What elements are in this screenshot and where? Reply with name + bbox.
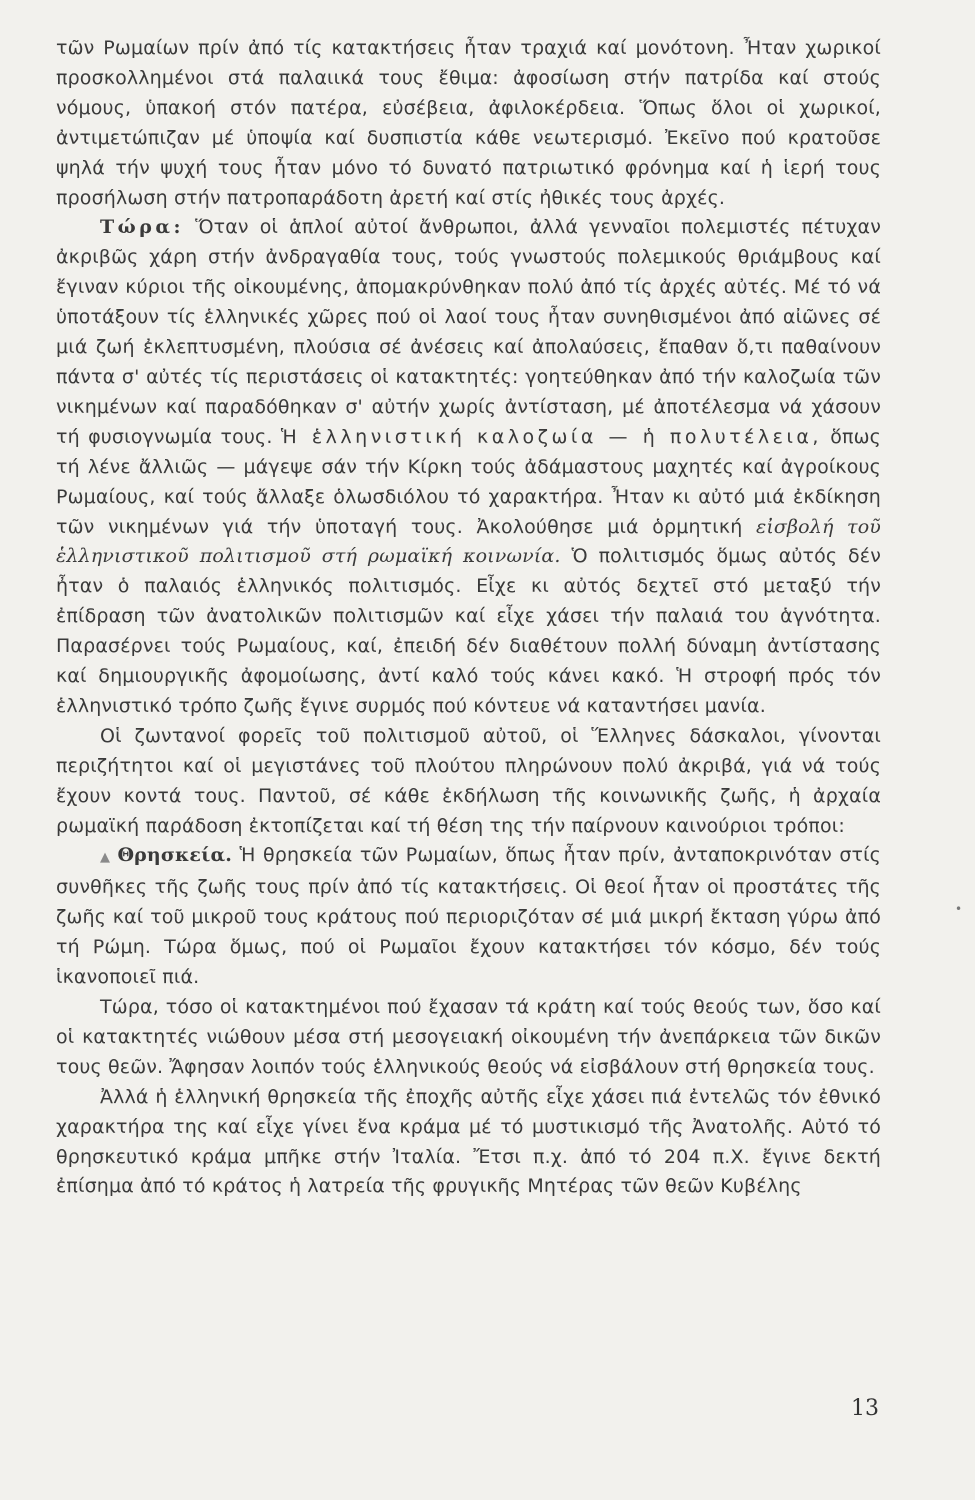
paragraph-gods: Τώρα, τόσο οἱ κατακτημένοι πού ἔχασαν τά κράτη καί τούς θεούς των, ὅσο καί οἱ κατακτητές νιώθουν μέσα στή μεσογειακή οἰκουμένη τήν ἀνεπάρκεια τῶν δικῶν τους θεῶν. Ἄφησαν λοιπόν τούς ἑλληνικούς θεούς νά εἰσβάλουν στή θρησκεία τους. [56, 996, 881, 1078]
paragraph-religion-text: Ἡ θρησκεία τῶν Ρωμαίων, ὅπως ἦταν πρίν, ἀνταποκρινόταν στίς συνθῆκες τῆς ζωῆς τους πρίν ἀπό τίς κατακτήσεις. Οἱ θεοί ἦταν οἱ προστάτες τῆς ζωῆς καί τοῦ μικροῦ τους κράτους πού περιοριζόταν σέ μιά μικρή ἔκταση γύρω ἀπό τή Ρώμη. Τώρα ὅμως, πού οἱ Ρωμαῖοι ἔχουν κατακτήσει τόν κόσμο, δέν τούς ἱκανοποιεῖ πιά. [56, 844, 881, 989]
page-number: 13 [851, 1396, 879, 1421]
triangle-bullet-icon: ▲ [100, 850, 112, 866]
spaced-phrase: Ἡ ἑλληνιστική καλοζωία — ἡ πολυτέλεια, [280, 425, 822, 448]
body-text [56, 34, 881, 1202]
section-heading: Θρησκεία. [117, 844, 233, 867]
paragraph-intro: τῶν Ρωμαίων πρίν ἀπό τίς κατακτήσεις ἦταν τραχιά καί μονότονη. Ἦταν χωρικοί προσκολλημένοι στά παλαιικά τους ἔθιμα: ἀφοσίωση στήν πατρίδα καί στούς νόμους, ὑπακοή στόν πατέρα, εὐσέβεια, ἀφιλοκέρδεια. Ὅπως ὅλοι οἱ χωρικοί, ἀντιμετώπιζαν μέ ὑποψία καί δυσπιστία κάθε νεωτερισμό. Ἐκεῖνο πού κρατοῦσε ψηλά τήν ψυχή τους ἦταν μόνο τό δυνατό πατριωτικό φρόνημα καί ἡ ἱερή τους προσήλωση στήν πατροπαράδοτη ἀρετή καί στίς ἠθικές τους ἀρχές. [56, 37, 881, 209]
paragraph-tora-text-3: Ὁ πολιτισμός ὅμως αὐτός δέν ἦταν ὁ παλαιός ἑλληνικός πολιτισμός. Εἶχε κι αὐτός δεχτεῖ στό μεταξύ τήν ἐπίδραση τῶν ἀνατολικῶν πολιτισμῶν καί εἶχε χάσει τήν παλαιά του ἁγνότητα. Παρασέρνει τούς Ρωμαίους, καί, ἐπειδή δέν διαθέτουν πολλή δύναμη ἀντίστασης καί δημιουργικῆς ἀφομοίωσης, ἀντί καλό τούς κάνει κακό. Ἡ στροφή πρός τόν ἑλληνιστικό τρόπο ζωῆς ἔγινε συρμός πού κόντευε νά καταντήσει μανία. [56, 545, 881, 717]
margin-dot-icon: • [955, 902, 963, 916]
lead-word: Τώρα: [100, 216, 184, 239]
paragraph-tora [56, 213, 881, 721]
paragraph-religion [56, 841, 881, 993]
paragraph-tora-text-2: ὅπως τή λένε ἄλλιῶς — μάγεψε σάν τήν Κίρκη τούς ἀδάμαστους μαχητές καί ἀγροίκους Ρωμαίους, καί τούς ἄλλαξε ὁλωσδιόλου τό χαρακτήρα. Ἦταν κι αὐτό μιά ἐκδίκηση τῶν νικημένων γιά τήν ὑποταγή τους. Ἀκολούθησε μιά ὁρμητική [56, 425, 881, 538]
paragraph-teachers: Οἱ ζωντανοί φορεῖς τοῦ πολιτισμοῦ αὐτοῦ, οἱ Ἕλληνες δάσκαλοι, γίνονται περιζήτητοι καί οἱ μεγιστάνες τοῦ πλούτου πληρώνουν πολύ ἀκριβά, γιά νά τούς ἔχουν κοντά τους. Παντοῦ, σέ κάθε ἐκδήλωση τῆς κοινωνικῆς ζωῆς, ἡ ἀρχαία ρωμαϊκή παράδοση ἐκτοπίζεται καί τή θέση της τήν παίρνουν καινούριοι τρόποι: [56, 724, 881, 837]
paragraph-greek-religion: Ἀλλά ἡ ἑλληνική θρησκεία τῆς ἐποχῆς αὐτῆς εἶχε χάσει πιά ἐντελῶς τόν ἐθνικό χαρακτήρα της καί εἶχε γίνει ἕνα κράμα μέ τό μυστικισμό τῆς Ἀνατολῆς. Αὐτό τό θρησκευτικό κράμα μπῆκε στήν Ἰταλία. Ἔτσι π.χ. ἀπό τό 204 π.Χ. ἔγινε δεκτή ἐπίσημα ἀπό τό κράτος ἡ λατρεία τῆς φρυγικῆς Μητέρας τῶν θεῶν Κυβέλης [56, 1085, 881, 1198]
paragraph-tora-text-1: Ὅταν οἱ ἁπλοί αὐτοί ἄνθρωποι, ἀλλά γενναῖοι πολεμιστές πέτυχαν ἀκριβῶς χάρη στήν ἀνδραγαθία τους, τούς γνωστούς πολεμικούς θριάμβους καί ἔγιναν κύριοι τῆς οἰκουμένης, ἀπομακρύνθηκαν πολύ ἀπό τίς ἀρχές αὐτές. Μέ τό νά ὑποτάξουν τίς ἑλληνικές χῶρες πού οἱ λαοί τους ἦταν συνηθισμένοι ἀπό αἰῶνες σέ μιά ζωή ἐκλεπτυσμένη, πλούσια σέ ἀνέσεις καί ἀπολαύσεις, ἔπαθαν ὅ,τι παθαίνουν πάντα σ' αὐτές τίς περιστάσεις οἱ κατακτητές: γοητεύθηκαν ἀπό τήν καλοζωία τῶν νικημένων καί παραδόθηκαν σ' αὐτήν χωρίς ἀντίσταση, μέ ἀποτέλεσμα νά χάσουν τή φυσιογνωμία τους. [56, 216, 881, 448]
italic-phrase: εἰσβολή τοῦ ἑλληνιστικοῦ πολιτισμοῦ στή ρωμαϊκή κοινωνία. [56, 515, 881, 568]
